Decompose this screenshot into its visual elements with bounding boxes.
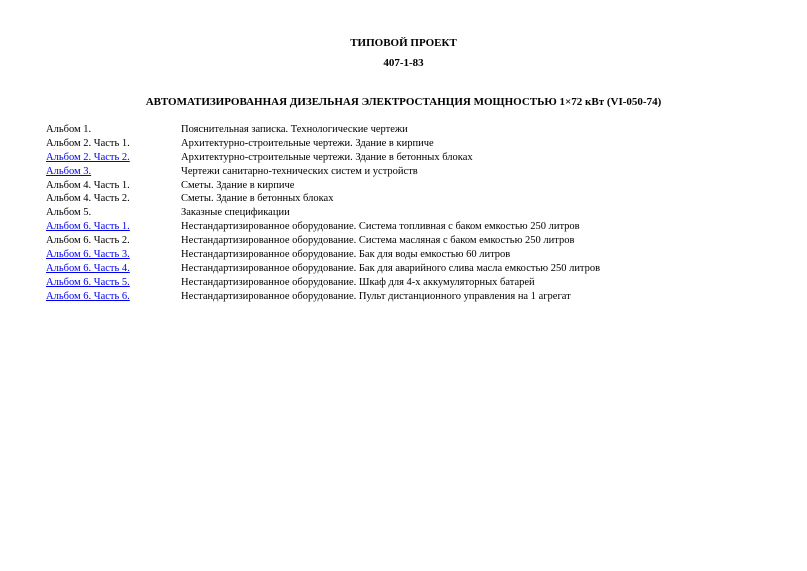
album-row [46,137,786,151]
album-link[interactable]: Альбом 3. [46,165,92,177]
album-description: Нестандартизированное оборудование. Бак для воды емкостью 60 литров [181,249,511,261]
album-link[interactable]: Альбом 6. Часть 3. [46,249,130,261]
album-row [46,123,786,137]
album-row [46,151,786,165]
album-description: Чертежи санитарно-технических систем и устройств [181,165,418,177]
album-description: Пояснительная записка. Технологические чертежи [181,124,408,135]
album-row [46,276,786,290]
album-row [46,262,786,276]
album-description: Архитектурно-строительные чертежи. Здание в бетонных блоках [181,151,473,163]
album-label: Альбом 4. Часть 2. [46,193,130,205]
album-link[interactable]: Альбом 6. Часть 5. [46,276,130,288]
album-row [46,179,786,193]
album-description: Нестандартизированное оборудование. Пульт дистанционного управления на 1 агрегат [181,290,571,302]
album-label: Альбом 4. Часть 1. [46,179,130,191]
album-row [46,165,786,179]
album-label: Альбом 2. Часть 1. [46,137,130,149]
album-description: Нестандартизированное оборудование. Шкаф для 4-х аккумуляторных батарей [181,276,535,288]
album-description: Архитектурно-строительные чертежи. Здание в кирпиче [181,137,434,149]
album-link[interactable]: Альбом 2. Часть 2. [46,151,130,163]
album-description: Нестандартизированное оборудование. Система масляная с баком емкостью 250 литров [181,235,575,247]
project-number: 407-1-83 [383,57,424,69]
album-description: Заказные спецификации [181,207,290,219]
album-label: Альбом 5. [46,207,92,219]
project-title: АВТОМАТИЗИРОВАННАЯ ДИЗЕЛЬНАЯ ЭЛЕКТРОСТАНЦИЯ МОЩНОСТЬЮ 1×72 кВт (VI-050-74) [145,96,662,108]
album-description: Сметы. Здание в кирпиче [181,179,295,191]
album-link[interactable]: Альбом 6. Часть 1. [46,221,130,233]
album-row [46,206,786,220]
album-label: Альбом 1. [46,124,92,135]
album-row [46,234,786,248]
album-row [46,290,786,304]
album-row [46,248,786,262]
album-list [46,123,786,304]
album-row [46,220,786,234]
doc-type-heading: ТИПОВОЙ ПРОЕКТ [350,37,457,49]
album-link[interactable]: Альбом 6. Часть 6. [46,290,130,302]
album-link[interactable]: Альбом 6. Часть 4. [46,262,130,274]
album-row [46,192,786,206]
album-description: Нестандартизированное оборудование. Система топливная с баком емкостью 250 литров [181,221,580,233]
album-description: Сметы. Здание в бетонных блоках [181,193,334,205]
album-label: Альбом 6. Часть 2. [46,235,130,247]
album-description: Нестандартизированное оборудование. Бак для аварийного слива масла емкостью 250 литров [181,262,601,274]
